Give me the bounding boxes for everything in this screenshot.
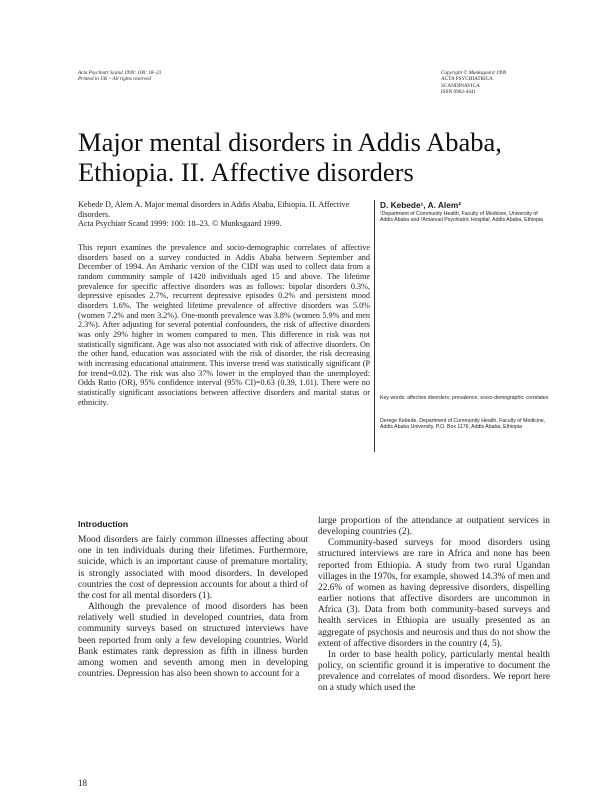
correspondence: Derege Kebede, Department of Community Health, Faculty of Medicine, Addis Ababa University, P.O. Box 1176, Addis Ababa, Ethiopia	[380, 418, 546, 431]
affiliation: ¹Department of Community Health, Faculty of Medicine, University of Addis Ababa and ²Amanuel Psychiatric Hospital, Addis Ababa, Ethiopia	[380, 211, 543, 224]
copyright-text: Copyright © Munksgaard 1999	[441, 70, 507, 76]
journal-name-line-1: ACTA PSYCHIATRICA	[441, 76, 493, 83]
journal-citation-header	[78, 70, 238, 83]
paragraph: large proportion of the attendance at outpatient services in developing countries (2).	[318, 516, 550, 538]
column-divider	[374, 200, 375, 452]
authors: D. Kebede¹, A. Alem²	[380, 200, 461, 210]
page-number: 18	[78, 778, 87, 788]
citation-block	[78, 200, 368, 229]
keywords: Key words: affective disorders; prevalence; socio-demographic correlates	[380, 395, 549, 401]
issn: ISSN 0902-4441	[441, 89, 477, 96]
copyright-block	[441, 70, 551, 96]
paragraph: Although the prevalence of mood disorders has been relatively well studied in developed countries, data from community surveys based on structured interviews have been reported from only a few developing countries. World Bank estimates rank depression as fifth in illness burden among women and seventh among men in developing countries. Depression has also been shown to account for a	[78, 602, 308, 680]
paragraph: In order to base health policy, particularly mental health policy, on scientific ground it is imperative to document the prevalence and correlates of mood disorders. We report here on a study which used the	[318, 649, 550, 694]
abstract: This report examines the prevalence and socio-demographic correlates of affective disorders based on a survey conducted in Addis Ababa between September and December of 1994. An Amharic version of the CIDI was used to collect data from a random community sample of 1420 individuals aged 15 and above. The lifetime prevalence for specific affective disorders was as follows: bipolar disorders 0.3%, depressive episodes 2.7%, recurrent depressive episodes 0.2% and persistent mood disorders 1.6%. The weighted lifetime prevalence of affective disorders was 5.0% (women 7.2% and men 3.2%). One-month prevalence was 3.8% (women 5.9% and men 2.3%). After adjusting for several potential confounders, the risk of affective disorders was only 29% higher in women compared to men. This difference in risk was not statistically significant. Age was also not associated with risk of affective disorders. On the other hand, education was associated with the risk of disorder, the risk decreasing with increasing educational attainment. This inverse trend was statistically significant (P for trend=0.02). The risk was also 37% lower in the employed than the unemployed: Odds Ratio (OR), 95% confidence interval (95% CI)=0.63 (0.39, 1.01). There were no statistically significant associations between affective disorders and marital status or ethnicity.	[78, 243, 370, 407]
citation-line-1: Kebede D, Alem A. Major mental disorders in Addis Ababa, Ethiopia. II. Affective disorders.	[78, 200, 350, 219]
body-left-column	[78, 519, 308, 680]
journal-line-1: Acta Psychiatr Scand 1999: 100: 18–23	[78, 70, 162, 76]
journal-line-2: Printed in UK – All rights reserved	[78, 76, 151, 83]
citation-line-2: Acta Psychiatr Scand 1999: 100: 18–23. © Munksgaard 1999.	[78, 219, 282, 229]
paper-title: Major mental disorders in Addis Ababa, Ethiopia. II. Affective disorders	[78, 127, 502, 187]
journal-name-line-2: SCANDINAVICA	[441, 82, 480, 89]
body-right-column	[318, 516, 550, 695]
paragraph: Community-based surveys for mood disorders using structured interviews are rare in Africa and none has been reported from Ethiopia. A study from two rural Ugandan villages in the 1970s, for example, showed 14.3% of men and 22.6% of women as having depressive disorders, dispelling earlier notions that affective disorders are uncommon in Africa (3). Data from both community-based surveys and health services in Ethiopia are usually presented as an aggregate of psychosis and neurosis and thus do not show the extent of affective disorders in the country (4, 5).	[318, 538, 550, 649]
paragraph: Mood disorders are fairly common illnesses affecting about one in ten individuals during their lifetimes. Furthermore, suicide, which is an important cause of premature mortality, is strongly associated with mood disorders. In developed countries the cost of depression accounts for about a third of the cost for all mental disorders (1).	[78, 535, 308, 601]
introduction-heading: Introduction	[78, 519, 129, 529]
